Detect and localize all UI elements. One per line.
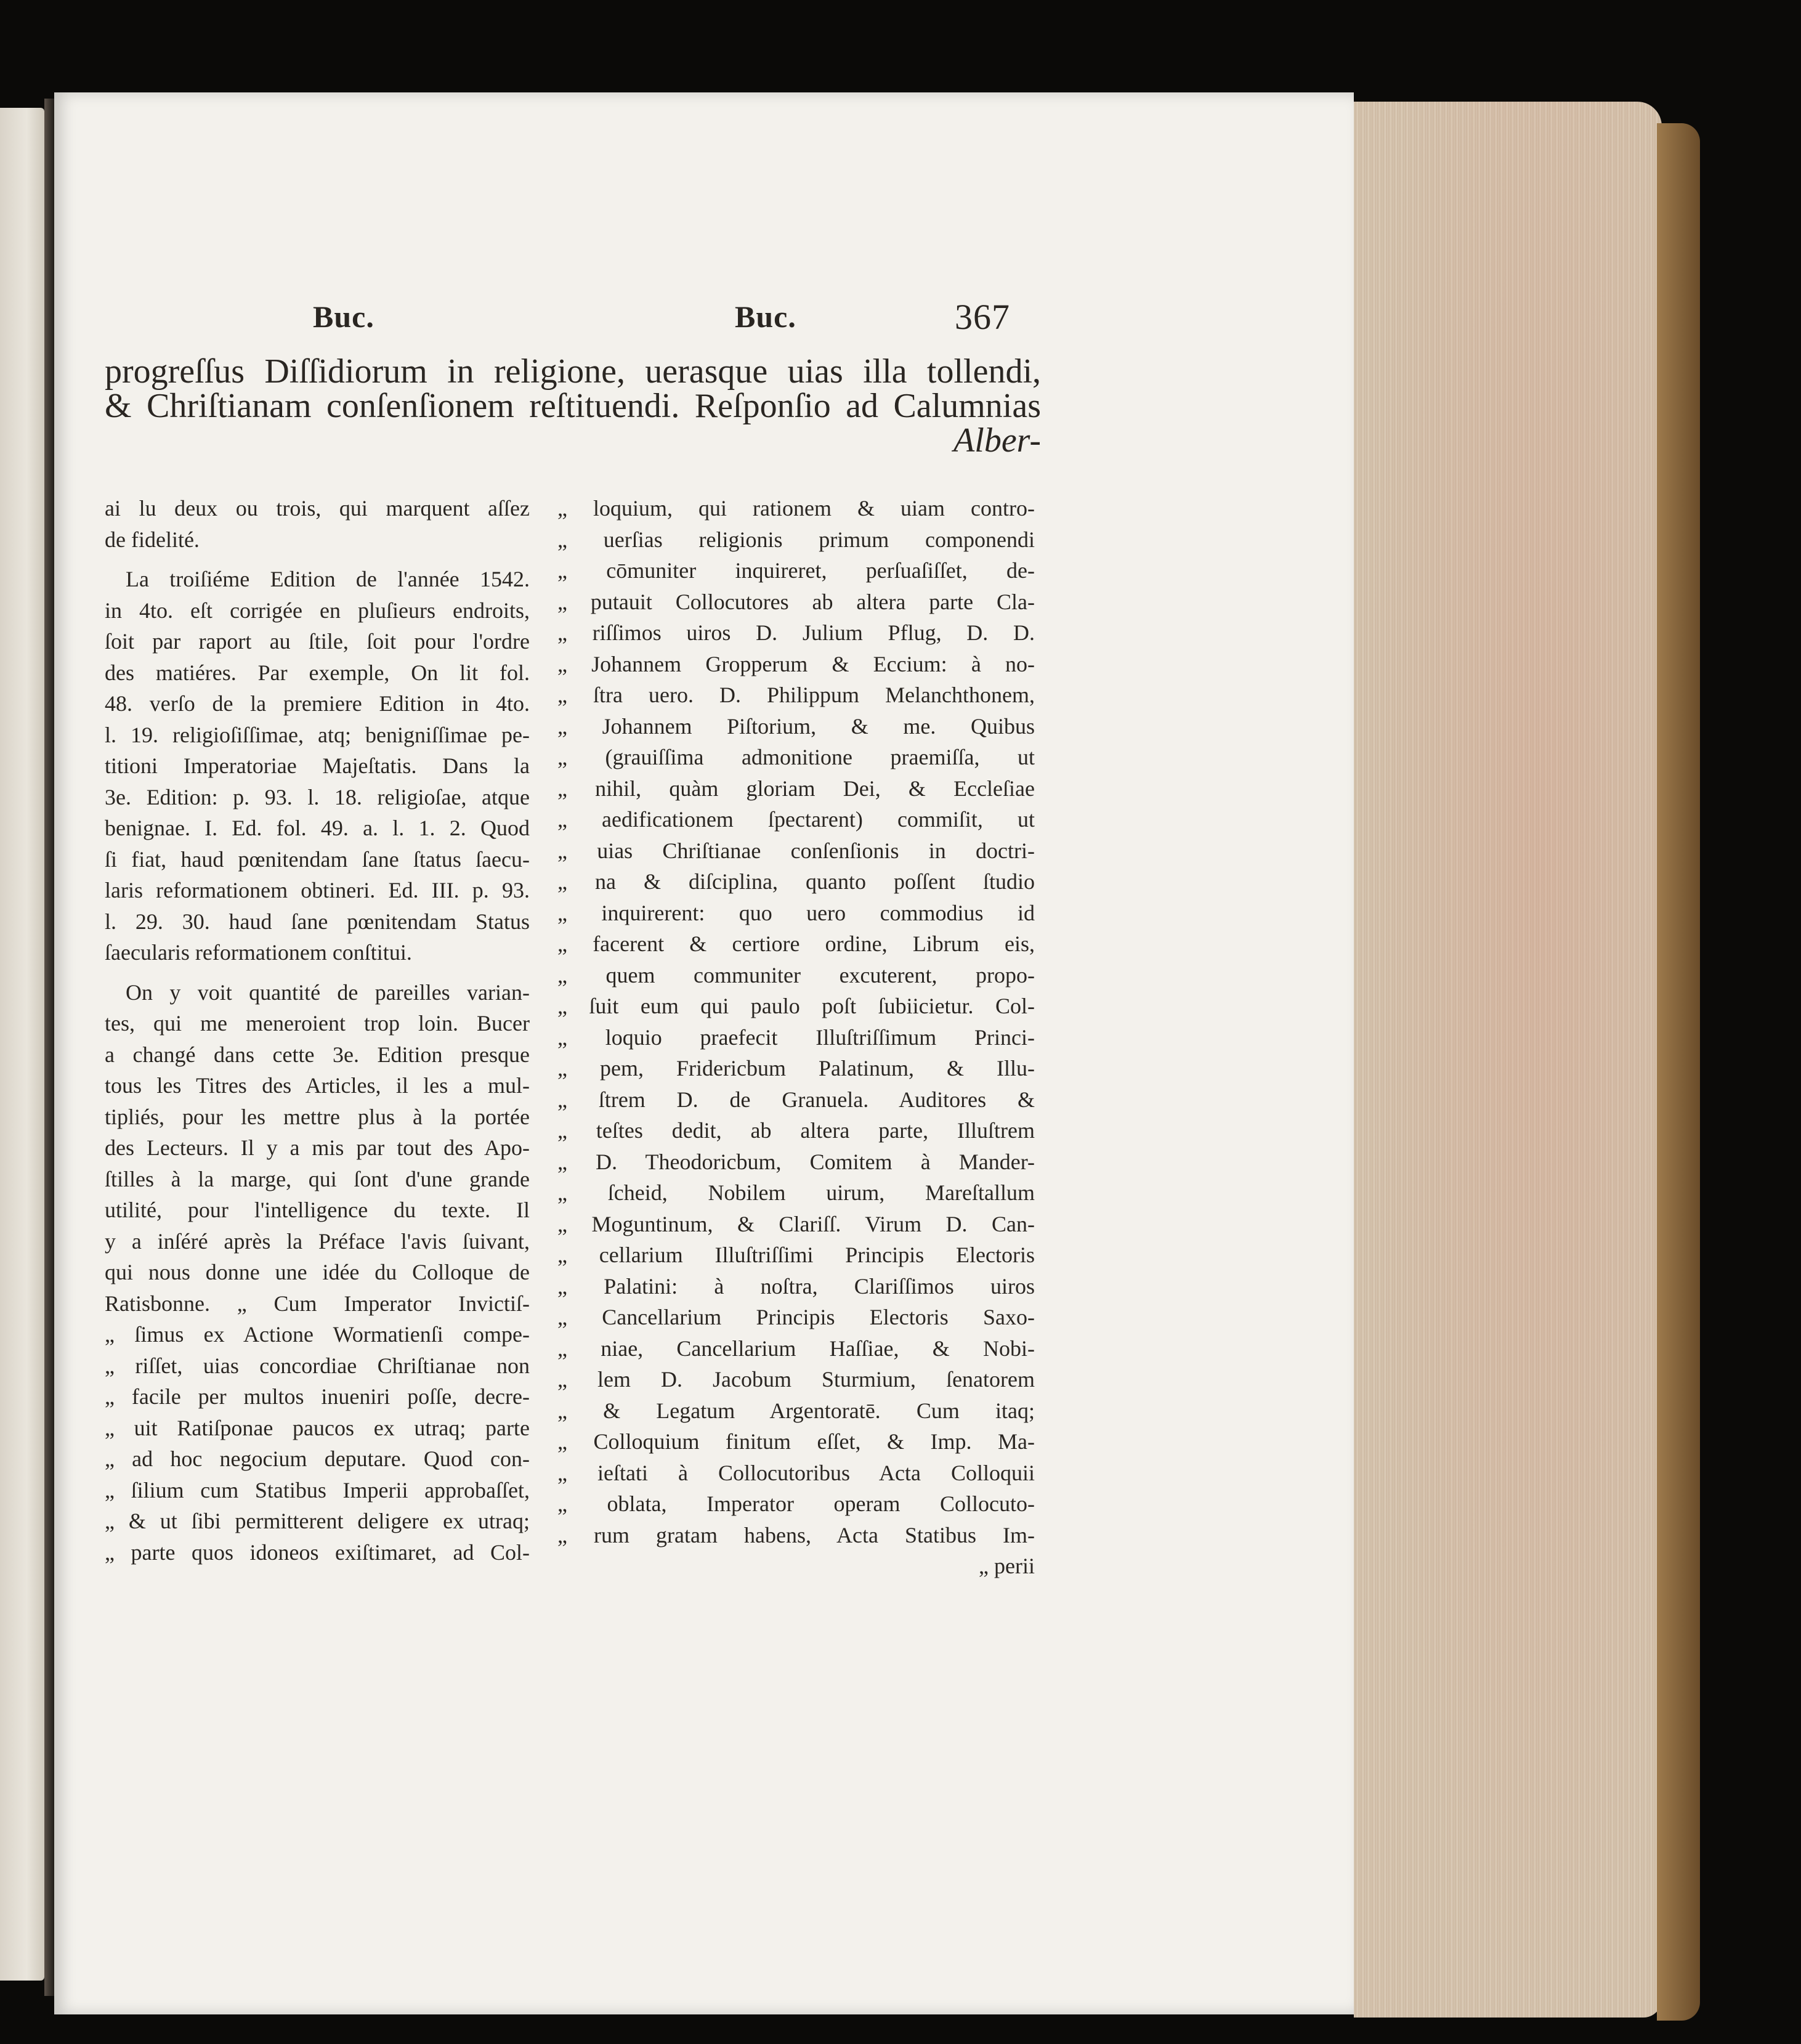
text-line: „ ad hoc negocium deputare. Quod con- — [105, 1446, 530, 1471]
text-line: „ aedificationem ſpectarent) commiſit, ut — [557, 807, 1035, 832]
text-line: titioni Imperatoriae Majeſtatis. Dans la — [105, 753, 530, 778]
page-number: 367 — [955, 297, 1010, 337]
text-line: „ facile per multos inueniri poſſe, decre- — [105, 1384, 530, 1409]
text-line: „ Johannem Gropperum & Eccium: à no- — [557, 651, 1035, 676]
text-line: y a inſéré après la Préface l'avis ſuivant, — [105, 1228, 530, 1254]
text-line: „ & Legatum Argentoratē. Cum itaq; — [557, 1398, 1035, 1423]
left-column — [105, 493, 530, 1568]
text-line: „ inquirerent: quo uero commodius id — [557, 900, 1035, 925]
text-line: „ cōmuniter inquireret, perſuaſiſſet, de- — [557, 558, 1035, 583]
text-line: ai lu deux ou trois, qui marquent aſſez — [105, 496, 530, 521]
text-line: ſoit par raport au ſtile, ſoit pour l'ordre — [105, 629, 530, 654]
text-line: „ teſtes dedit, ab altera parte, Illuſtrem — [557, 1118, 1035, 1143]
text-line: des matiéres. Par exemple, On lit fol. — [105, 660, 530, 685]
text-line: „ riſſet, uias concordiae Chriſtianae non — [105, 1353, 530, 1378]
text-line: benignae. I. Ed. fol. 49. a. l. 1. 2. Quod — [105, 816, 530, 840]
text-line: „ rum gratam habens, Acta Statibus Im- — [557, 1522, 1035, 1547]
text-line: „ Johannem Piſtorium, & me. Quibus — [557, 713, 1035, 739]
text-line: „ Moguntinum, & Clariſſ. Virum D. Can- — [557, 1211, 1035, 1236]
text-line: „ nihil, quàm gloriam Dei, & Eccleſiae — [557, 776, 1035, 801]
text-line: „ ſtra uero. D. Philippum Melanchthonem, — [557, 683, 1035, 707]
full-width-line: & Chriſtianam conſenſionem reſtituendi. Reſponſio ad Calumnias — [105, 387, 1041, 425]
text-line: „ quem communiter excuterent, propo- — [557, 962, 1035, 988]
text-line: tes, qui me meneroient trop loin. Bucer — [105, 1011, 530, 1036]
text-line: „ niae, Cancellarium Haſſiae, & Nobi- — [557, 1336, 1035, 1361]
text-line: „ & ut ſibi permitterent deligere ex utraq; — [105, 1509, 530, 1533]
text-line: qui nous donne une idée du Colloque de — [105, 1260, 530, 1284]
catchword-line: „ perii — [979, 1554, 1035, 1578]
text-line: „ Cancellarium Principis Electoris Saxo- — [557, 1305, 1035, 1329]
text-line: de fidelité. — [105, 527, 200, 552]
text-line: „ Palatini: à noſtra, Clariſſimos uiros — [557, 1273, 1035, 1299]
text-line: 48. verſo de la premiere Edition in 4to. — [105, 691, 530, 716]
running-head-center: Buc. — [735, 299, 796, 334]
text-line: „ ſilium cum Statibus Imperii approbaſſet, — [105, 1477, 530, 1503]
text-line: ſtilles à la marge, qui ſont d'une grande — [105, 1166, 530, 1191]
text-line: „ oblata, Imperator operam Collocuto- — [557, 1491, 1035, 1516]
text-line: utilité, pour l'intelligence du texte. Il — [105, 1198, 530, 1222]
text-line: „ putauit Collocutores ab altera parte Cla- — [557, 589, 1035, 614]
text-line: „ facerent & certiore ordine, Librum eis, — [557, 931, 1035, 956]
text-line: „ lem D. Jacobum Sturmium, ſenatorem — [557, 1367, 1035, 1392]
book-fore-edge — [1354, 102, 1662, 2018]
text-line: laris reformationem obtineri. Ed. III. p. 93. — [105, 878, 530, 902]
running-head-left: Buc. — [313, 299, 374, 334]
text-line: „ loquio praefecit Illuſtriſſimum Princi- — [557, 1024, 1035, 1050]
text-line: „ parte quos idoneos exiſtimaret, ad Col- — [105, 1539, 530, 1565]
text-line: a changé dans cette 3e. Edition presque — [105, 1042, 530, 1067]
text-line: in 4to. eſt corrigée en pluſieurs endroits, — [105, 598, 530, 623]
text-line: „ (grauiſſima admonitione praemiſſa, ut — [557, 745, 1035, 769]
right-column — [557, 493, 1035, 1582]
text-line: On y voit quantité de pareilles varian- — [126, 979, 530, 1005]
text-line: tous les Titres des Articles, il les a mul- — [105, 1073, 530, 1098]
text-line: ſaecularis reformationem conſtitui. — [105, 940, 412, 965]
text-line: „ na & diſciplina, quanto poſſent ſtudio — [557, 869, 1035, 894]
text-line: tipliés, pour les mettre plus à la portée — [105, 1104, 530, 1129]
text-line: l. 29. 30. haud ſane pœnitendam Status — [105, 909, 530, 934]
text-line: „ ieſtati à Collocutoribus Acta Colloquii — [557, 1460, 1035, 1485]
text-line: „ D. Theodoricbum, Comitem à Mander- — [557, 1149, 1035, 1174]
text-line: „ uit Ratiſponae paucos ex utraq; parte — [105, 1415, 530, 1440]
text-line: „ cellarium Illuſtriſſimi Principis Electoris — [557, 1243, 1035, 1267]
text-line: „ ſcheid, Nobilem uirum, Mareſtallum — [557, 1180, 1035, 1205]
full-width-line: progreſſus Diſſidiorum in religione, uerasque uias illa tollendi, — [105, 352, 1041, 391]
text-line: „ ſimus ex Actione Wormatienſi compe- — [105, 1322, 530, 1347]
text-line: „ riſſimos uiros D. Julium Pflug, D. D. — [557, 620, 1035, 645]
text-line: „ uias Chriſtianae conſenſionis in doctri- — [557, 838, 1035, 863]
running-header — [54, 299, 1354, 348]
text-line: „ loquium, qui rationem & uiam contro- — [557, 496, 1035, 521]
text-line: La troiſiéme Edition de l'année 1542. — [126, 567, 530, 591]
text-line: „ ſtrem D. de Granuela. Auditores & — [557, 1087, 1035, 1112]
catchword: Alber- — [953, 421, 1041, 460]
text-line: 3e. Edition: p. 93. l. 18. religioſae, atque — [105, 784, 530, 809]
text-line: „ uerſias religionis primum componendi — [557, 527, 1035, 552]
full-width-text — [105, 354, 1041, 458]
verso-page-edge — [0, 108, 44, 1981]
text-line: ſi fiat, haud pœnitendam ſane ſtatus ſaecu- — [105, 846, 530, 872]
text-line: „ Colloquium finitum eſſet, & Imp. Ma- — [557, 1429, 1035, 1454]
text-line: „ pem, Fridericbum Palatinum, & Illu- — [557, 1056, 1035, 1081]
text-line: „ ſuit eum qui paulo poſt ſubiicietur. Col- — [557, 994, 1035, 1018]
text-line: l. 19. religioſiſſimae, atq; benigniſſimae pe- — [105, 722, 530, 747]
text-line: Ratisbonne. „ Cum Imperator Invictiſ- — [105, 1291, 530, 1316]
text-line: des Lecteurs. Il y a mis par tout des Apo- — [105, 1135, 530, 1160]
book-cover-edge — [1657, 123, 1700, 2021]
